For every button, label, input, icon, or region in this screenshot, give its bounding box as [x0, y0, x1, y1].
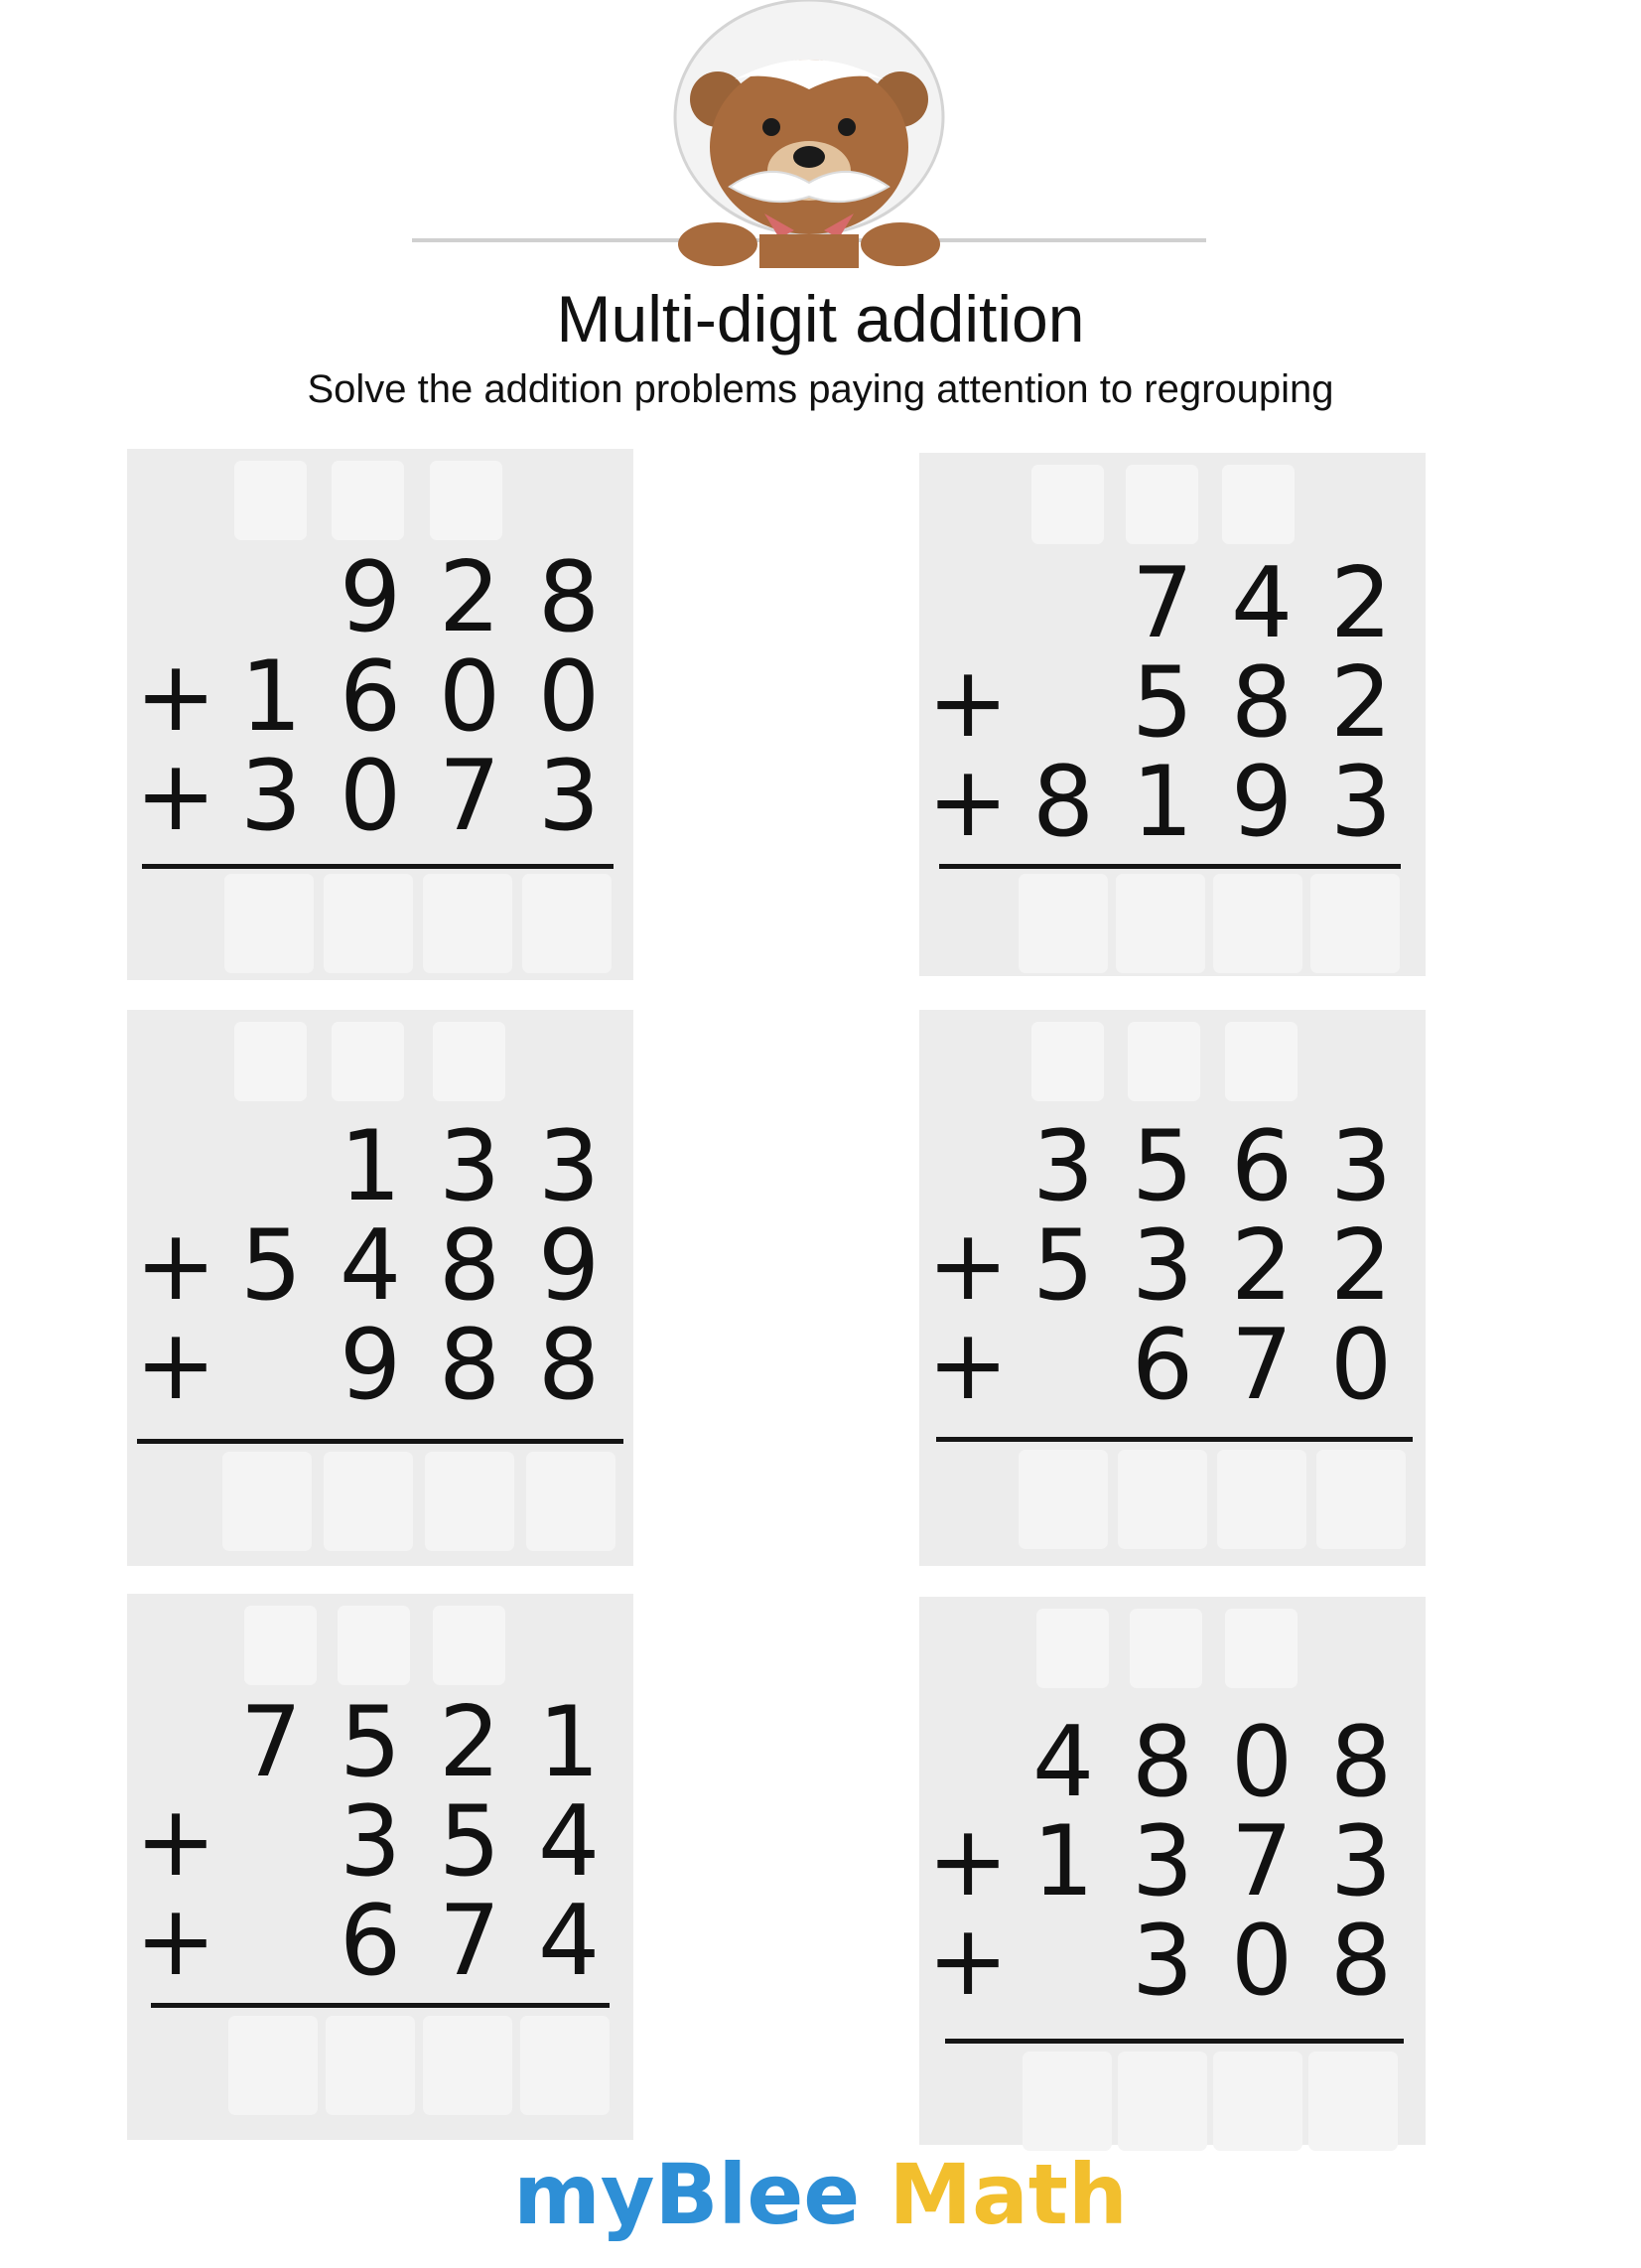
digit: 1: [339, 1110, 402, 1223]
digit: 0: [1230, 1706, 1294, 1819]
answer-box[interactable]: [224, 874, 314, 973]
digit: 3: [339, 1785, 402, 1899]
brand-logo: [0, 2146, 1641, 2243]
plus-sign: +: [135, 1209, 217, 1323]
digit: 0: [1230, 1905, 1294, 2018]
digit: 7: [1230, 1805, 1294, 1918]
page-subtitle: Solve the addition problems paying attention to regrouping: [307, 367, 1334, 411]
digit: 3: [1031, 1110, 1095, 1223]
plus-sign: +: [135, 740, 217, 853]
answer-box[interactable]: [1023, 2052, 1112, 2151]
digit: 2: [1329, 547, 1393, 660]
addition-problem-2: [919, 453, 1426, 976]
addition-problem-3: [127, 1010, 633, 1566]
plus-sign: +: [135, 1785, 217, 1899]
digit: 7: [438, 1885, 501, 1998]
digit: 8: [1329, 1905, 1393, 2018]
answer-box[interactable]: [1217, 1450, 1306, 1549]
sum-line: [137, 1439, 623, 1444]
addition-problem-5: [127, 1594, 633, 2140]
digit: 5: [438, 1785, 501, 1899]
carry-box[interactable]: [1225, 1609, 1298, 1688]
digit: 2: [1329, 1209, 1393, 1323]
digit: 3: [537, 1110, 601, 1223]
plus-sign: +: [927, 1209, 1010, 1323]
carry-box[interactable]: [1031, 1022, 1104, 1101]
carry-box[interactable]: [332, 1022, 404, 1101]
carry-box[interactable]: [332, 461, 404, 540]
sum-line: [945, 2039, 1404, 2044]
carry-box[interactable]: [430, 461, 502, 540]
digit: 9: [339, 541, 402, 654]
digit: 1: [537, 1686, 601, 1799]
digit: 3: [1131, 1905, 1194, 2018]
digit: 8: [1131, 1706, 1194, 1819]
digit: 4: [1031, 1706, 1095, 1819]
digit: 8: [537, 541, 601, 654]
answer-box[interactable]: [222, 1452, 312, 1551]
brand-logo-part2: Math: [860, 2146, 1128, 2243]
addition-problem-6: [919, 1597, 1426, 2145]
digit: 9: [537, 1209, 601, 1323]
digit: 0: [438, 640, 501, 754]
digit: 0: [339, 740, 402, 853]
digit: 5: [1131, 1110, 1194, 1223]
answer-box[interactable]: [324, 874, 413, 973]
answer-box[interactable]: [425, 1452, 514, 1551]
answer-box[interactable]: [1019, 874, 1108, 973]
digit: 1: [1131, 746, 1194, 859]
carry-box[interactable]: [433, 1606, 505, 1685]
digit: 3: [537, 740, 601, 853]
carry-box[interactable]: [433, 1022, 505, 1101]
digit: 5: [1031, 1209, 1095, 1323]
digit: 2: [1230, 1209, 1294, 1323]
digit: 2: [438, 1686, 501, 1799]
mascot-illustration: [402, 0, 1226, 273]
digit: 5: [239, 1209, 303, 1323]
sum-line: [142, 864, 614, 869]
digit: 1: [1031, 1805, 1095, 1918]
digit: 7: [1131, 547, 1194, 660]
carry-box[interactable]: [234, 1022, 307, 1101]
digit: 2: [1329, 646, 1393, 760]
carry-box[interactable]: [338, 1606, 410, 1685]
digit: 3: [438, 1110, 501, 1223]
carry-box[interactable]: [1128, 1022, 1200, 1101]
carry-box[interactable]: [1126, 465, 1198, 544]
answer-box[interactable]: [1118, 1450, 1207, 1549]
plus-sign: +: [927, 646, 1010, 760]
answer-box[interactable]: [1316, 1450, 1406, 1549]
carry-box[interactable]: [1031, 465, 1104, 544]
answer-box[interactable]: [1213, 2052, 1302, 2151]
digit: 3: [239, 740, 303, 853]
carry-box[interactable]: [244, 1606, 317, 1685]
plus-sign: +: [927, 746, 1010, 859]
addition-problem-4: [919, 1010, 1426, 1566]
answer-box[interactable]: [1213, 874, 1302, 973]
digit: 0: [537, 640, 601, 754]
answer-box[interactable]: [423, 2016, 512, 2115]
answer-box[interactable]: [520, 2016, 610, 2115]
digit: 2: [438, 541, 501, 654]
page-title: Multi-digit addition: [556, 282, 1085, 355]
digit: 8: [1031, 746, 1095, 859]
answer-box[interactable]: [1118, 2052, 1207, 2151]
answer-box[interactable]: [1310, 874, 1400, 973]
digit: 6: [339, 1885, 402, 1998]
digit: 8: [438, 1309, 501, 1422]
sum-line: [939, 864, 1401, 869]
answer-box[interactable]: [526, 1452, 615, 1551]
digit: 3: [1329, 1805, 1393, 1918]
answer-box[interactable]: [228, 2016, 318, 2115]
addition-problem-1: [127, 449, 633, 980]
answer-box[interactable]: [1116, 874, 1205, 973]
answer-box[interactable]: [423, 874, 512, 973]
answer-box[interactable]: [324, 1452, 413, 1551]
carry-box[interactable]: [1222, 465, 1295, 544]
answer-box[interactable]: [1308, 2052, 1398, 2151]
digit: 7: [438, 740, 501, 853]
plus-sign: +: [927, 1905, 1010, 2018]
digit: 5: [1131, 646, 1194, 760]
plus-sign: +: [135, 1309, 217, 1422]
digit: 8: [537, 1309, 601, 1422]
digit: 9: [1230, 746, 1294, 859]
digit: 9: [339, 1309, 402, 1422]
carry-box[interactable]: [1130, 1609, 1202, 1688]
sum-line: [936, 1437, 1413, 1442]
digit: 3: [1329, 746, 1393, 859]
plus-sign: +: [927, 1805, 1010, 1918]
plus-sign: +: [135, 640, 217, 754]
brand-logo-part1: myBlee: [513, 2146, 861, 2243]
carry-box[interactable]: [1225, 1022, 1298, 1101]
digit: 4: [339, 1209, 402, 1323]
carry-box[interactable]: [1036, 1609, 1109, 1688]
carry-box[interactable]: [234, 461, 307, 540]
digit: 3: [1329, 1110, 1393, 1223]
digit: 4: [537, 1785, 601, 1899]
digit: 7: [239, 1686, 303, 1799]
plus-sign: +: [135, 1885, 217, 1998]
digit: 4: [537, 1885, 601, 1998]
sum-line: [151, 2003, 610, 2008]
digit: 6: [1131, 1309, 1194, 1422]
digit: 5: [339, 1686, 402, 1799]
digit: 7: [1230, 1309, 1294, 1422]
answer-box[interactable]: [326, 2016, 415, 2115]
digit: 8: [438, 1209, 501, 1323]
plus-sign: +: [927, 1309, 1010, 1422]
digit: 6: [1230, 1110, 1294, 1223]
digit: 8: [1230, 646, 1294, 760]
digit: 4: [1230, 547, 1294, 660]
answer-box[interactable]: [1019, 1450, 1108, 1549]
digit: 1: [239, 640, 303, 754]
digit: 3: [1131, 1209, 1194, 1323]
digit: 6: [339, 640, 402, 754]
answer-box[interactable]: [522, 874, 612, 973]
digit: 8: [1329, 1706, 1393, 1819]
digit: 3: [1131, 1805, 1194, 1918]
digit: 0: [1329, 1309, 1393, 1422]
